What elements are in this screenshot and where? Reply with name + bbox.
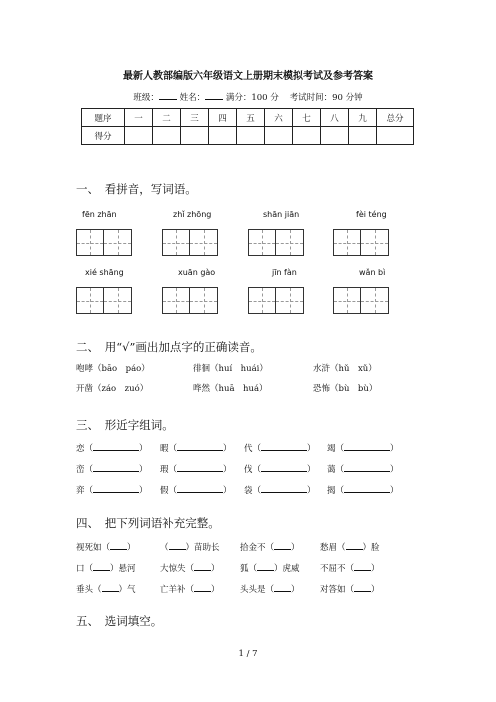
word-item[interactable]: [160, 483, 232, 496]
writing-grid[interactable]: [162, 229, 218, 256]
answer-blank[interactable]: [274, 540, 291, 550]
reading-item[interactable]: 哗然（huā huá）: [193, 384, 268, 394]
answer-blank[interactable]: [354, 582, 371, 592]
score-header-cell: 三: [181, 109, 209, 127]
score-header-cell: 四: [209, 109, 237, 127]
idiom-text: 不屈不（: [320, 564, 355, 574]
idiom-text: ）脸: [362, 543, 380, 553]
word-item[interactable]: [160, 462, 232, 475]
paren-close: ）: [307, 486, 316, 496]
word-char: 蔼（: [327, 465, 345, 475]
score-header-cell: 七: [293, 109, 321, 127]
paren-close: ）: [307, 444, 316, 454]
paren-close: ）: [223, 444, 232, 454]
writing-grid[interactable]: [248, 287, 304, 314]
answer-blank[interactable]: [257, 561, 274, 571]
section-2-heading: 二、 用“√”画出加点字的正确读音。: [76, 340, 262, 354]
word-item[interactable]: [327, 462, 399, 475]
paren-close: ）: [223, 486, 232, 496]
writing-grid[interactable]: [76, 229, 132, 256]
answer-blank[interactable]: [194, 582, 211, 592]
score-cell[interactable]: [321, 127, 349, 145]
idiom-item[interactable]: [240, 582, 300, 595]
score-cell[interactable]: [349, 127, 377, 145]
score-table-row: [82, 127, 414, 145]
idiom-item[interactable]: [76, 582, 136, 595]
paren-close: ）: [223, 465, 232, 475]
idiom-text: 口（: [76, 564, 94, 574]
score-header-cell: 一: [125, 109, 153, 127]
idiom-item[interactable]: [160, 561, 220, 574]
paren-close: ）: [390, 486, 399, 496]
word-item[interactable]: [76, 441, 148, 454]
score-cell[interactable]: [181, 127, 209, 145]
name-label: 姓名：: [179, 93, 206, 103]
idiom-text: 亡羊补（: [160, 585, 195, 595]
page-title: 最新人教部编版六年级语文上册期末模拟考试及参考答案: [123, 71, 373, 82]
answer-blank[interactable]: [93, 483, 139, 493]
answer-blank[interactable]: [93, 441, 139, 451]
word-item[interactable]: [160, 441, 232, 454]
answer-blank[interactable]: [93, 462, 139, 472]
word-char: 伐（: [244, 465, 262, 475]
word-char: 瑕（: [160, 465, 178, 475]
idiom-text: 大惊失（: [160, 564, 195, 574]
score-table: [81, 108, 414, 145]
reading-item[interactable]: 开凿（záo zuó）: [76, 384, 149, 394]
word-char: 假（: [160, 486, 178, 496]
pinyin-label: fèi téng: [356, 210, 387, 219]
idiom-text: 拾金不（: [240, 543, 275, 553]
pinyin-label: fēn zhān: [82, 210, 117, 219]
word-item[interactable]: [244, 462, 316, 475]
score-cell[interactable]: [293, 127, 321, 145]
score-cell[interactable]: [237, 127, 265, 145]
word-char: 竭（: [327, 444, 345, 454]
paren-close: ）: [390, 444, 399, 454]
answer-blank[interactable]: [261, 441, 307, 451]
idiom-text: ）悬河: [110, 564, 136, 574]
idiom-text: ）: [211, 564, 220, 574]
reading-item[interactable]: 咆哮（bāo páo）: [76, 364, 150, 374]
score-header-cell: 六: [265, 109, 293, 127]
answer-blank[interactable]: [344, 441, 390, 451]
page-number: 1 / 7: [238, 649, 258, 659]
word-char: 代（: [244, 444, 262, 454]
answer-blank[interactable]: [274, 582, 291, 592]
paren-close: ）: [390, 465, 399, 475]
word-char: 暇（: [160, 444, 178, 454]
answer-blank[interactable]: [110, 540, 127, 550]
idiom-text: ）: [291, 585, 300, 595]
paren-close: ）: [139, 444, 148, 454]
score-cell[interactable]: [125, 127, 153, 145]
reading-item[interactable]: 恐怖（bù bù）: [313, 384, 378, 394]
word-item[interactable]: [327, 441, 399, 454]
writing-grid[interactable]: [248, 229, 304, 256]
writing-grid[interactable]: [162, 287, 218, 314]
idiom-text: 愁眉（: [320, 543, 346, 553]
score-cell[interactable]: [209, 127, 237, 145]
score-header-cell: 五: [237, 109, 265, 127]
answer-blank[interactable]: [93, 561, 110, 571]
idiom-item[interactable]: [320, 561, 380, 574]
answer-blank[interactable]: [261, 462, 307, 472]
word-item[interactable]: [76, 483, 148, 496]
word-char: 弈（: [76, 486, 94, 496]
answer-blank[interactable]: [177, 441, 223, 451]
writing-grid[interactable]: [333, 229, 389, 256]
answer-blank[interactable]: [169, 540, 186, 550]
paren-close: ）: [139, 465, 148, 475]
section-1-heading: 一、 看拼音，写词语。: [76, 182, 197, 196]
answer-blank[interactable]: [344, 483, 390, 493]
idiom-text: ）: [127, 543, 136, 553]
idiom-text: 垂头（: [76, 585, 102, 595]
word-char: 揭（: [327, 486, 345, 496]
writing-grid[interactable]: [76, 287, 132, 314]
word-item[interactable]: [244, 441, 316, 454]
answer-blank[interactable]: [346, 540, 363, 550]
idiom-item[interactable]: [240, 561, 300, 574]
word-item[interactable]: [76, 462, 148, 475]
word-char: 峦（: [76, 465, 94, 475]
score-header-cell: 题序: [82, 109, 125, 127]
pinyin-label: xié shāng: [85, 268, 124, 277]
pinyin-label: zhǐ zhōng: [173, 210, 212, 219]
score-table-header: [82, 109, 414, 127]
answer-blank[interactable]: [344, 462, 390, 472]
writing-grid[interactable]: [333, 287, 389, 314]
score-header-cell: 八: [321, 109, 349, 127]
idiom-item[interactable]: [76, 540, 136, 553]
idiom-text: ）: [371, 564, 380, 574]
idiom-item[interactable]: [76, 561, 136, 574]
pinyin-label: jīn fàn: [272, 268, 297, 277]
score-cell[interactable]: [153, 127, 181, 145]
name-blank: [205, 90, 223, 100]
reading-item[interactable]: 徘徊（huí huái）: [193, 364, 268, 374]
idiom-item[interactable]: [320, 582, 380, 595]
idiom-item[interactable]: [160, 540, 220, 553]
class-blank: [159, 90, 177, 100]
word-item[interactable]: [244, 483, 316, 496]
answer-blank[interactable]: [354, 561, 371, 571]
score-cell[interactable]: [377, 127, 414, 145]
idiom-text: ）虎威: [274, 564, 300, 574]
answer-blank[interactable]: [194, 561, 211, 571]
score-header-cell: 二: [153, 109, 181, 127]
idiom-text: 对答如（: [320, 585, 355, 595]
idiom-item[interactable]: [160, 582, 220, 595]
section-4-heading: 四、 把下列词语补充完整。: [76, 516, 220, 530]
section-5-heading: 五、 选词填空。: [76, 614, 163, 628]
idiom-text: ）苗助长: [185, 543, 220, 553]
idiom-text: ）: [371, 585, 380, 595]
answer-blank[interactable]: [177, 483, 223, 493]
idiom-text: ）: [291, 543, 300, 553]
answer-blank[interactable]: [261, 483, 307, 493]
paren-close: ）: [139, 486, 148, 496]
class-label: 班级：: [133, 93, 159, 103]
reading-item[interactable]: 水浒（hǔ xǔ）: [313, 364, 377, 374]
section-3-heading: 三、 形近字组词。: [76, 418, 174, 432]
word-char: 恋（: [76, 444, 94, 454]
pinyin-label: shān jiān: [263, 210, 300, 219]
idiom-item[interactable]: [320, 540, 380, 553]
idiom-text: 头头是（: [240, 585, 275, 595]
paren-close: ）: [307, 465, 316, 475]
idiom-text: 视死如（: [76, 543, 111, 553]
exam-info: [0, 90, 496, 103]
idiom-item[interactable]: [240, 540, 300, 553]
idiom-text: ）气: [118, 585, 136, 595]
idiom-text: （: [160, 543, 169, 553]
full-score: 满分：100 分: [225, 93, 279, 103]
score-cell[interactable]: [265, 127, 293, 145]
exam-time: 考试时间：90 分钟: [289, 93, 363, 103]
pinyin-label: xuān gào: [178, 268, 216, 277]
score-header-cell: 九: [349, 109, 377, 127]
answer-blank[interactable]: [102, 582, 119, 592]
idiom-text: 狐（: [240, 564, 258, 574]
answer-blank[interactable]: [177, 462, 223, 472]
word-item[interactable]: [327, 483, 399, 496]
score-header-cell: 总分: [377, 109, 414, 127]
word-char: 袋（: [244, 486, 262, 496]
idiom-text: ）: [211, 585, 220, 595]
pinyin-label: wǎn bì: [359, 268, 386, 277]
score-row-label: 得分: [82, 127, 125, 145]
